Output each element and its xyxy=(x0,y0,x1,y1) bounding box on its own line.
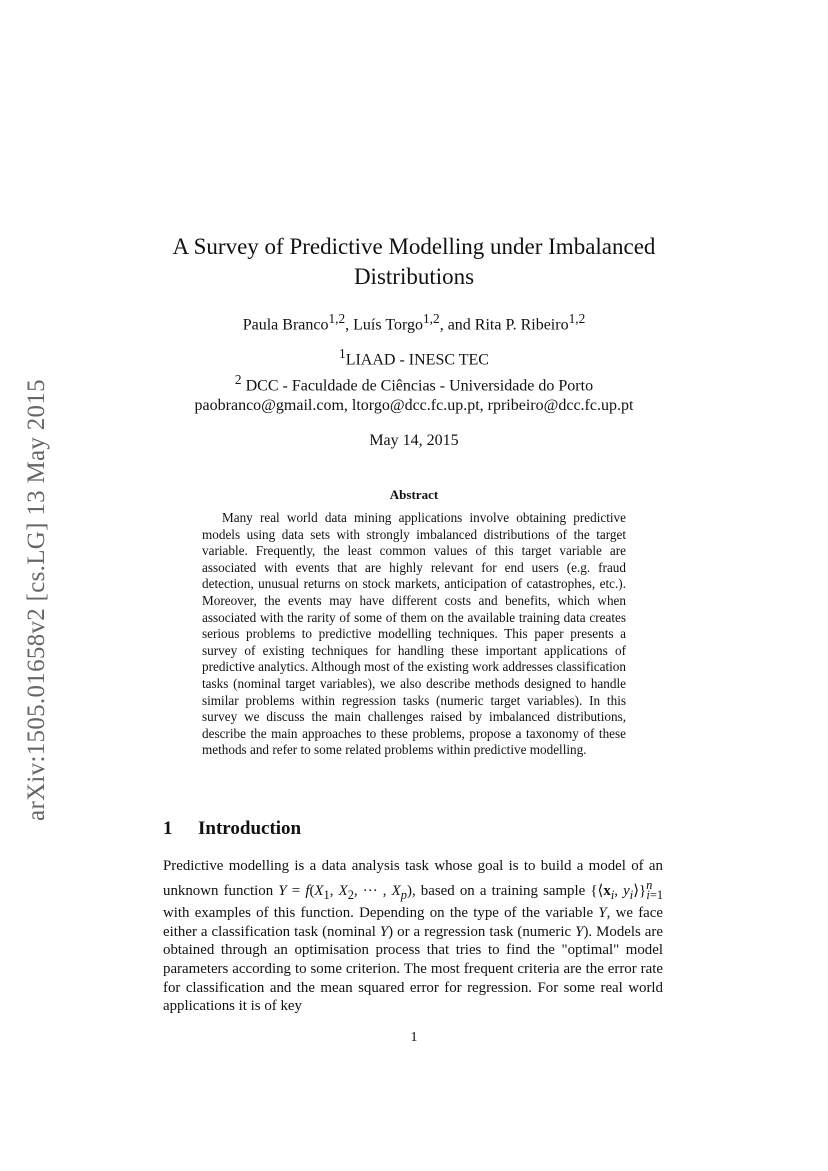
affiliations xyxy=(150,344,678,415)
paper-date: May 14, 2015 xyxy=(369,432,459,449)
author-list: Paula Branco$^{1,2}$, Luís Torgo$^{1,2}$, and Rita P. Ribeiro$^{1,2}$ xyxy=(242,311,586,334)
section-title: Introduction xyxy=(198,818,302,839)
abstract-text: Many real world data mining applications involve obtaining predictive models using data sets with strongly imbalanced distributions of the target variable. Frequently, the least common values of this target variable are associated with events that are highly relevant for end users (e.g. fraud detection, unusual returns on stock markets, anticipation of catastrophes, etc.). Moreover, the events may have different costs and benefits, which when associated with the rarity of some of them on the available training data creates serious problems to predictive modelling techniques. This paper presents a survey of existing techniques for handling these important applications of predictive analytics. Although most of the existing work addresses classification tasks (nominal target variables), we also describe methods designed to handle similar problems within regression tasks (numeric target variables). In this survey we discuss the main challenges raised by imbalanced distributions, describe the main approaches to these problems, propose a taxonomy of these methods and refer to some related problems within predictive modelling. xyxy=(202,510,626,758)
author-emails: paobranco@gmail.com, ltorgo@dcc.fc.up.pt, rpribeiro@dcc.fc.up.pt xyxy=(194,396,634,414)
section-heading xyxy=(163,818,663,840)
page-number: 1 xyxy=(410,1030,418,1045)
affiliation-2: $^2$ DCC - Faculdade de Ciências - Universidade do Porto xyxy=(234,371,594,395)
section-number: 1 xyxy=(163,818,173,839)
arxiv-stamp: arXiv:1505.01658v2 [cs.LG] 13 May 2015 xyxy=(23,379,50,821)
intro-paragraph: Predictive modelling is a data analysis task whose goal is to build a model of an unknown function $Y = f(X_1$, $X_2$, ··· , $X_p$), based on a training sample {$⟨x_i$, $y_i⟩\}^n_{i=1}$ with examples of this function. Depending on the type of the variable Y, we face either a classification task (nominal Y) or a regression task (numeric Y). Models are obtained through an optimisation process that tries to find the "optimal" model parameters according to some criterion. The most frequent criteria are the error rate for classification and the mean squared error for regression. For some real world applications it is of key xyxy=(163,858,664,1015)
affiliation-1: $^1$LIAAD - INESC TEC xyxy=(339,346,489,369)
paper-title: A Survey of Predictive Modelling under Imbalanced Distributions xyxy=(172,234,656,289)
abstract-heading: Abstract xyxy=(389,487,439,502)
